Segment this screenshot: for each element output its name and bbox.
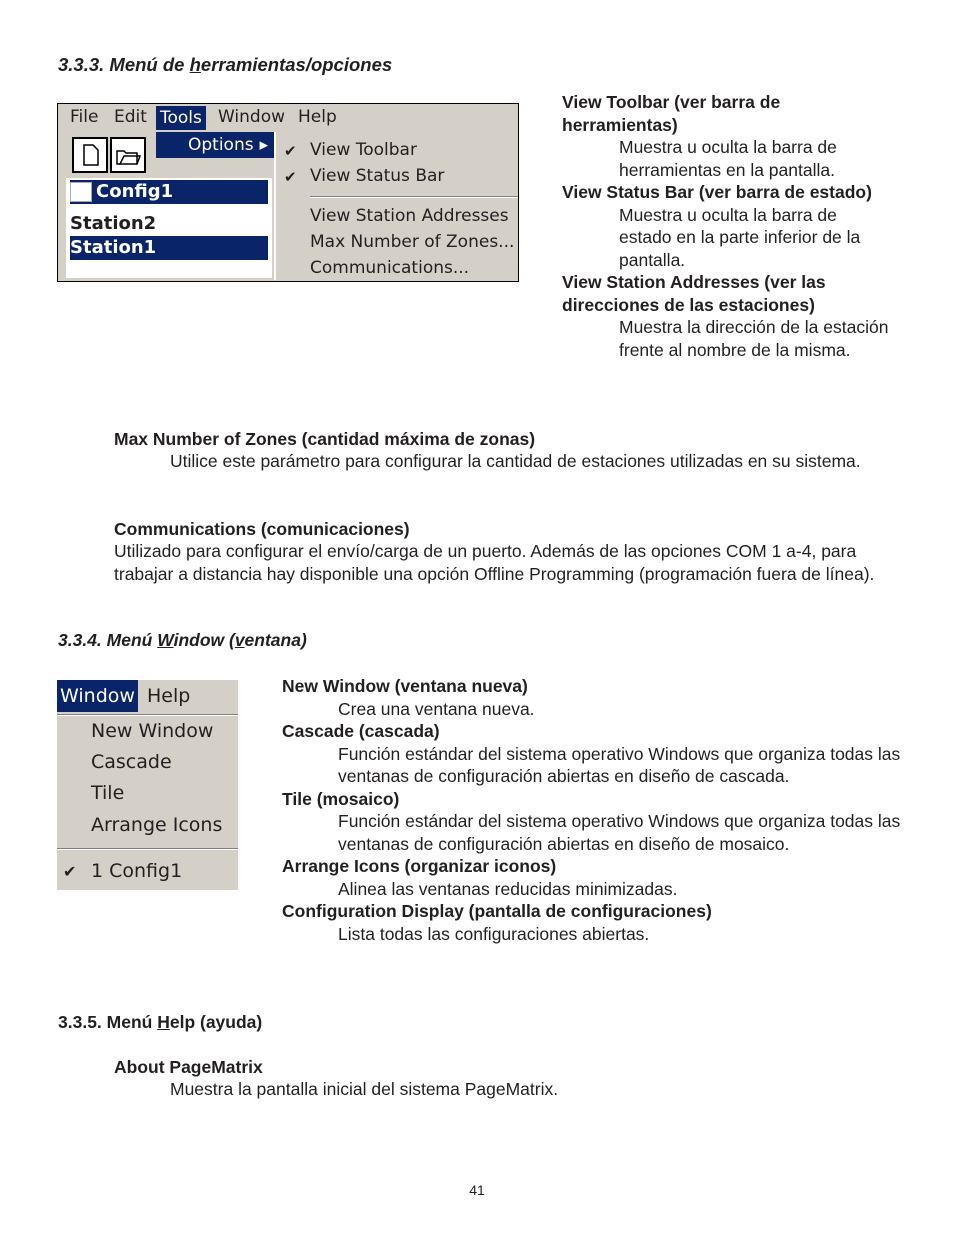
page-number: 41 xyxy=(469,1182,485,1198)
menu-item-cascade[interactable]: Cascade xyxy=(91,751,172,773)
item-desc: Función estándar del sistema operativo Windows que organiza todas las ventanas de configuración abiertas en diseño de cascada. xyxy=(338,743,901,786)
item-title: Tile (mosaico) xyxy=(282,788,400,809)
about-desc: Muestra la pantalla inicial del sistema PageMatrix. xyxy=(170,1079,559,1099)
checkmark-icon: ✔ xyxy=(284,168,297,186)
item-title: New Window (ventana nueva) xyxy=(282,676,528,696)
menu-item-config1[interactable]: 1 Config1 xyxy=(91,860,183,882)
max-zones-desc: Utilice este parámetro para configurar la cantidad de estaciones utilizadas en su sistema. xyxy=(170,451,861,471)
document-icon xyxy=(70,182,92,202)
item-title: Arrange Icons (organizar iconos) xyxy=(282,856,557,876)
new-file-icon[interactable] xyxy=(72,137,108,173)
arrow-right-icon: ▸ xyxy=(259,135,268,155)
config-tree xyxy=(66,178,272,278)
item-title: Configuration Display (pantalla de configuraciones) xyxy=(282,901,712,921)
options-dropdown xyxy=(274,132,519,280)
item-title: Cascade (cascada) xyxy=(282,721,440,741)
menu-item-max-zones[interactable]: Max Number of Zones... xyxy=(310,232,515,252)
menu-window[interactable]: Window xyxy=(218,107,286,127)
checkmark-icon: ✔ xyxy=(63,862,77,881)
item-desc: Crea una ventana nueva. xyxy=(338,698,535,719)
menu-separator xyxy=(57,848,238,850)
open-folder-icon[interactable] xyxy=(110,137,146,173)
section-heading-window: 3.3.4. Menú Window (ventana) xyxy=(58,630,307,650)
tree-item-station1[interactable]: Station1 xyxy=(70,236,268,260)
about-title: About PageMatrix xyxy=(114,1057,263,1077)
menu-help[interactable]: Help xyxy=(298,107,337,127)
item-title: View Station Addresses (ver las direcciones de las estaciones) xyxy=(562,272,826,315)
menu-window[interactable]: Window xyxy=(57,680,138,712)
menu-item-arrange-icons[interactable]: Arrange Icons xyxy=(91,814,223,836)
item-desc: Muestra u oculta la barra de herramientas en la pantalla. xyxy=(619,137,837,180)
tree-item-station2[interactable]: Station2 xyxy=(70,213,157,234)
item-desc: Muestra la dirección de la estación frente al nombre de la misma. xyxy=(619,317,889,360)
menu-item-new-window[interactable]: New Window xyxy=(91,720,214,742)
menu-item-view-status-bar[interactable]: View Status Bar xyxy=(310,166,445,186)
menu-tools[interactable]: Tools xyxy=(156,106,206,130)
menu-file[interactable]: File xyxy=(70,107,99,127)
menu-item-view-station-addresses[interactable]: View Station Addresses xyxy=(310,206,509,226)
max-zones-title: Max Number of Zones (cantidad máxima de zonas) xyxy=(114,429,536,449)
checkmark-icon: ✔ xyxy=(284,142,297,160)
menu-separator xyxy=(57,714,238,716)
item-desc: Muestra u oculta la barra de estado en la parte inferior de la pantalla. xyxy=(619,204,861,270)
communications-desc: Utilizado para configurar el envío/carga de un puerto. Además de las opciones COM 1 a-4, para trabajar a distancia hay disponible una opción Offline Programming (programación fuera de línea). xyxy=(114,541,875,584)
item-title: View Status Bar (ver barra de estado) xyxy=(562,182,872,202)
item-title: View Toolbar (ver barra de herramientas) xyxy=(562,92,781,135)
item-desc: Lista todas las configuraciones abiertas. xyxy=(338,923,650,944)
window-menu-screenshot xyxy=(57,680,238,890)
menu-item-tile[interactable]: Tile xyxy=(91,782,125,804)
options-submenu-item[interactable]: Options ▸ xyxy=(156,132,274,158)
menu-item-view-toolbar[interactable]: View Toolbar xyxy=(310,140,417,160)
section-heading-tools: 3.3.3. Menú de herramientas/opciones xyxy=(58,54,393,75)
tree-item-config[interactable]: Config1 xyxy=(70,180,268,204)
menu-edit[interactable]: Edit xyxy=(114,107,147,127)
window-descriptions xyxy=(282,675,902,945)
menu-help[interactable]: Help xyxy=(147,685,191,707)
tools-descriptions xyxy=(562,91,892,361)
communications-title: Communications (comunicaciones) xyxy=(114,519,410,539)
item-desc: Función estándar del sistema operativo Windows que organiza todas las ventanas de configuración abiertas en diseño de mosaico. xyxy=(338,811,901,854)
item-desc: Alinea las ventanas reducidas minimizadas. xyxy=(338,878,678,899)
menu-item-communications[interactable]: Communications... xyxy=(310,258,470,278)
section-heading-help: 3.3.5. Menú Help (ayuda) xyxy=(58,1012,263,1032)
menu-separator xyxy=(310,196,519,198)
tools-menu-screenshot xyxy=(57,103,519,282)
menubar xyxy=(58,104,518,132)
